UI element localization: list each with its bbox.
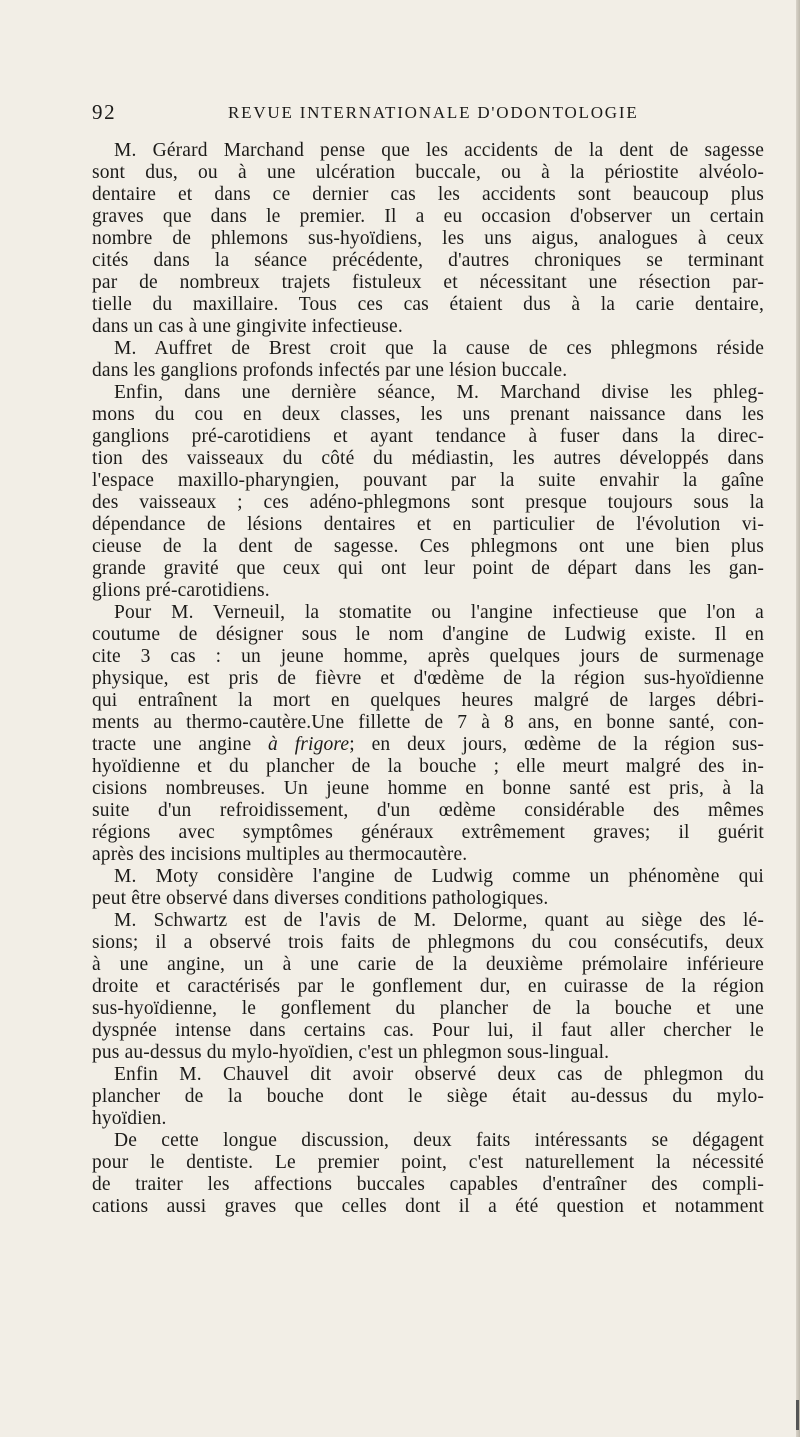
text-line: tracte une angine à frigore; en deux jours, œdème de la région sus- <box>92 734 764 755</box>
text-line: De cette longue discussion, deux faits intéressants se dégagent <box>114 1130 764 1151</box>
text-line: cisions nombreuses. Un jeune homme en bonne santé est pris, à la <box>92 778 764 799</box>
text-line: ments au thermo-cautère.Une fillette de 7 à 8 ans, en bonne santé, con- <box>92 712 764 733</box>
text-line: ganglions pré-carotidiens et ayant tendance à fuser dans la direc- <box>92 426 764 447</box>
text-line: Pour M. Verneuil, la stomatite ou l'angine infectieuse que l'on a <box>114 602 764 623</box>
text-line: régions avec symptômes généraux extrêmement graves; il guérit <box>92 822 764 843</box>
text-line: dyspnée intense dans certains cas. Pour lui, il faut aller chercher le <box>92 1020 764 1041</box>
text-line: suite d'un refroidissement, d'un œdème considérable des mêmes <box>92 800 764 821</box>
text-line: des vaisseaux ; ces adéno-phlegmons sont presque toujours sous la <box>92 492 764 513</box>
text-line: dépendance de lésions dentaires et en particulier de l'évolution vi- <box>92 514 764 535</box>
text-line: nombre de phlemons sus-hyoïdiens, les uns aigus, analogues à ceux <box>92 228 764 249</box>
text-line: par de nombreux trajets fistuleux et nécessitant une résection par- <box>92 272 764 293</box>
text-line: tion des vaisseaux du côté du médiastin, les autres développés dans <box>92 448 764 469</box>
text-line: M. Gérard Marchand pense que les accidents de la dent de sagesse <box>114 140 764 161</box>
text-line: sont dus, ou à une ulcération buccale, ou à la périostite alvéolo- <box>92 162 764 183</box>
text-line: pus au-dessus du mylo-hyoïdien, c'est un phlegmon sous-lingual. <box>92 1042 610 1063</box>
text-line: pour le dentiste. Le premier point, c'est naturellement la nécessité <box>92 1152 764 1173</box>
text-line: hyoïdienne et du plancher de la bouche ; elle meurt malgré des in- <box>92 756 764 777</box>
text-line: sus-hyoïdienne, le gonflement du plancher de la bouche et une <box>92 998 764 1019</box>
text-line: qui entraînent la mort en quelques heures malgré de larges débri- <box>92 690 764 711</box>
text-line: dentaire et dans ce dernier cas les accidents sont beaucoup plus <box>92 184 764 205</box>
page-header <box>92 100 764 128</box>
text-line: droite et caractérisés par le gonflement dur, en cuirasse de la région <box>92 976 764 997</box>
page-edge-mark <box>796 1400 799 1430</box>
italic-phrase: à frigore <box>268 734 350 755</box>
page-edge <box>796 0 800 1437</box>
text-line: M. Auffret de Brest croit que la cause de ces phlegmons réside <box>114 338 764 359</box>
text-line: cite 3 cas : un jeune homme, après quelques jours de surmenage <box>92 646 764 667</box>
text-line: grande gravité que ceux qui ont leur point de départ dans les gan- <box>92 558 764 579</box>
text-line: M. Schwartz est de l'avis de M. Delorme, quant au siège des lé- <box>114 910 764 931</box>
text-line: cieuse de la dent de sagesse. Ces phlegmons ont une bien plus <box>92 536 764 557</box>
body-text <box>92 140 764 1218</box>
text-line: peut être observé dans diverses conditions pathologiques. <box>92 888 549 909</box>
text-line: physique, est pris de fièvre et d'œdème de la région sus-hyoïdienne <box>92 668 764 689</box>
text-line: cations aussi graves que celles dont il a été question et notamment <box>92 1196 764 1217</box>
text-line: M. Moty considère l'angine de Ludwig comme un phénomène qui <box>114 866 764 887</box>
running-title: REVUE INTERNATIONALE D'ODONTOLOGIE <box>228 103 639 122</box>
text-line: glions pré-carotidiens. <box>92 580 270 601</box>
text-line: l'espace maxillo-pharyngien, pouvant par la suite envahir la gaîne <box>92 470 764 491</box>
text-line: cités dans la séance précédente, d'autres chroniques se terminant <box>92 250 764 271</box>
text-line: sions; il a observé trois faits de phlegmons du cou consécutifs, deux <box>92 932 764 953</box>
page-number: 92 <box>92 100 117 124</box>
text-line: mons du cou en deux classes, les uns prenant naissance dans les <box>92 404 764 425</box>
text-line: graves que dans le premier. Il a eu occasion d'observer un certain <box>92 206 764 227</box>
text-line: tielle du maxillaire. Tous ces cas étaient dus à la carie dentaire, <box>92 294 764 315</box>
text-line: dans les ganglions profonds infectés par une lésion buccale. <box>92 360 568 381</box>
text-line: dans un cas à une gingivite infectieuse. <box>92 316 403 337</box>
text-line: hyoïdien. <box>92 1108 167 1129</box>
text-line: après des incisions multiples au thermocautère. <box>92 844 468 865</box>
text-line: Enfin, dans une dernière séance, M. Marchand divise les phleg- <box>114 382 764 403</box>
text-line: coutume de désigner sous le nom d'angine de Ludwig existe. Il en <box>92 624 764 645</box>
text-line: à une angine, un à une carie de la deuxième prémolaire inférieure <box>92 954 764 975</box>
text-line: plancher de la bouche dont le siège était au-dessus du mylo- <box>92 1086 764 1107</box>
text-line: Enfin M. Chauvel dit avoir observé deux cas de phlegmon du <box>114 1064 764 1085</box>
text-line: de traiter les affections buccales capables d'entraîner des compli- <box>92 1174 764 1195</box>
